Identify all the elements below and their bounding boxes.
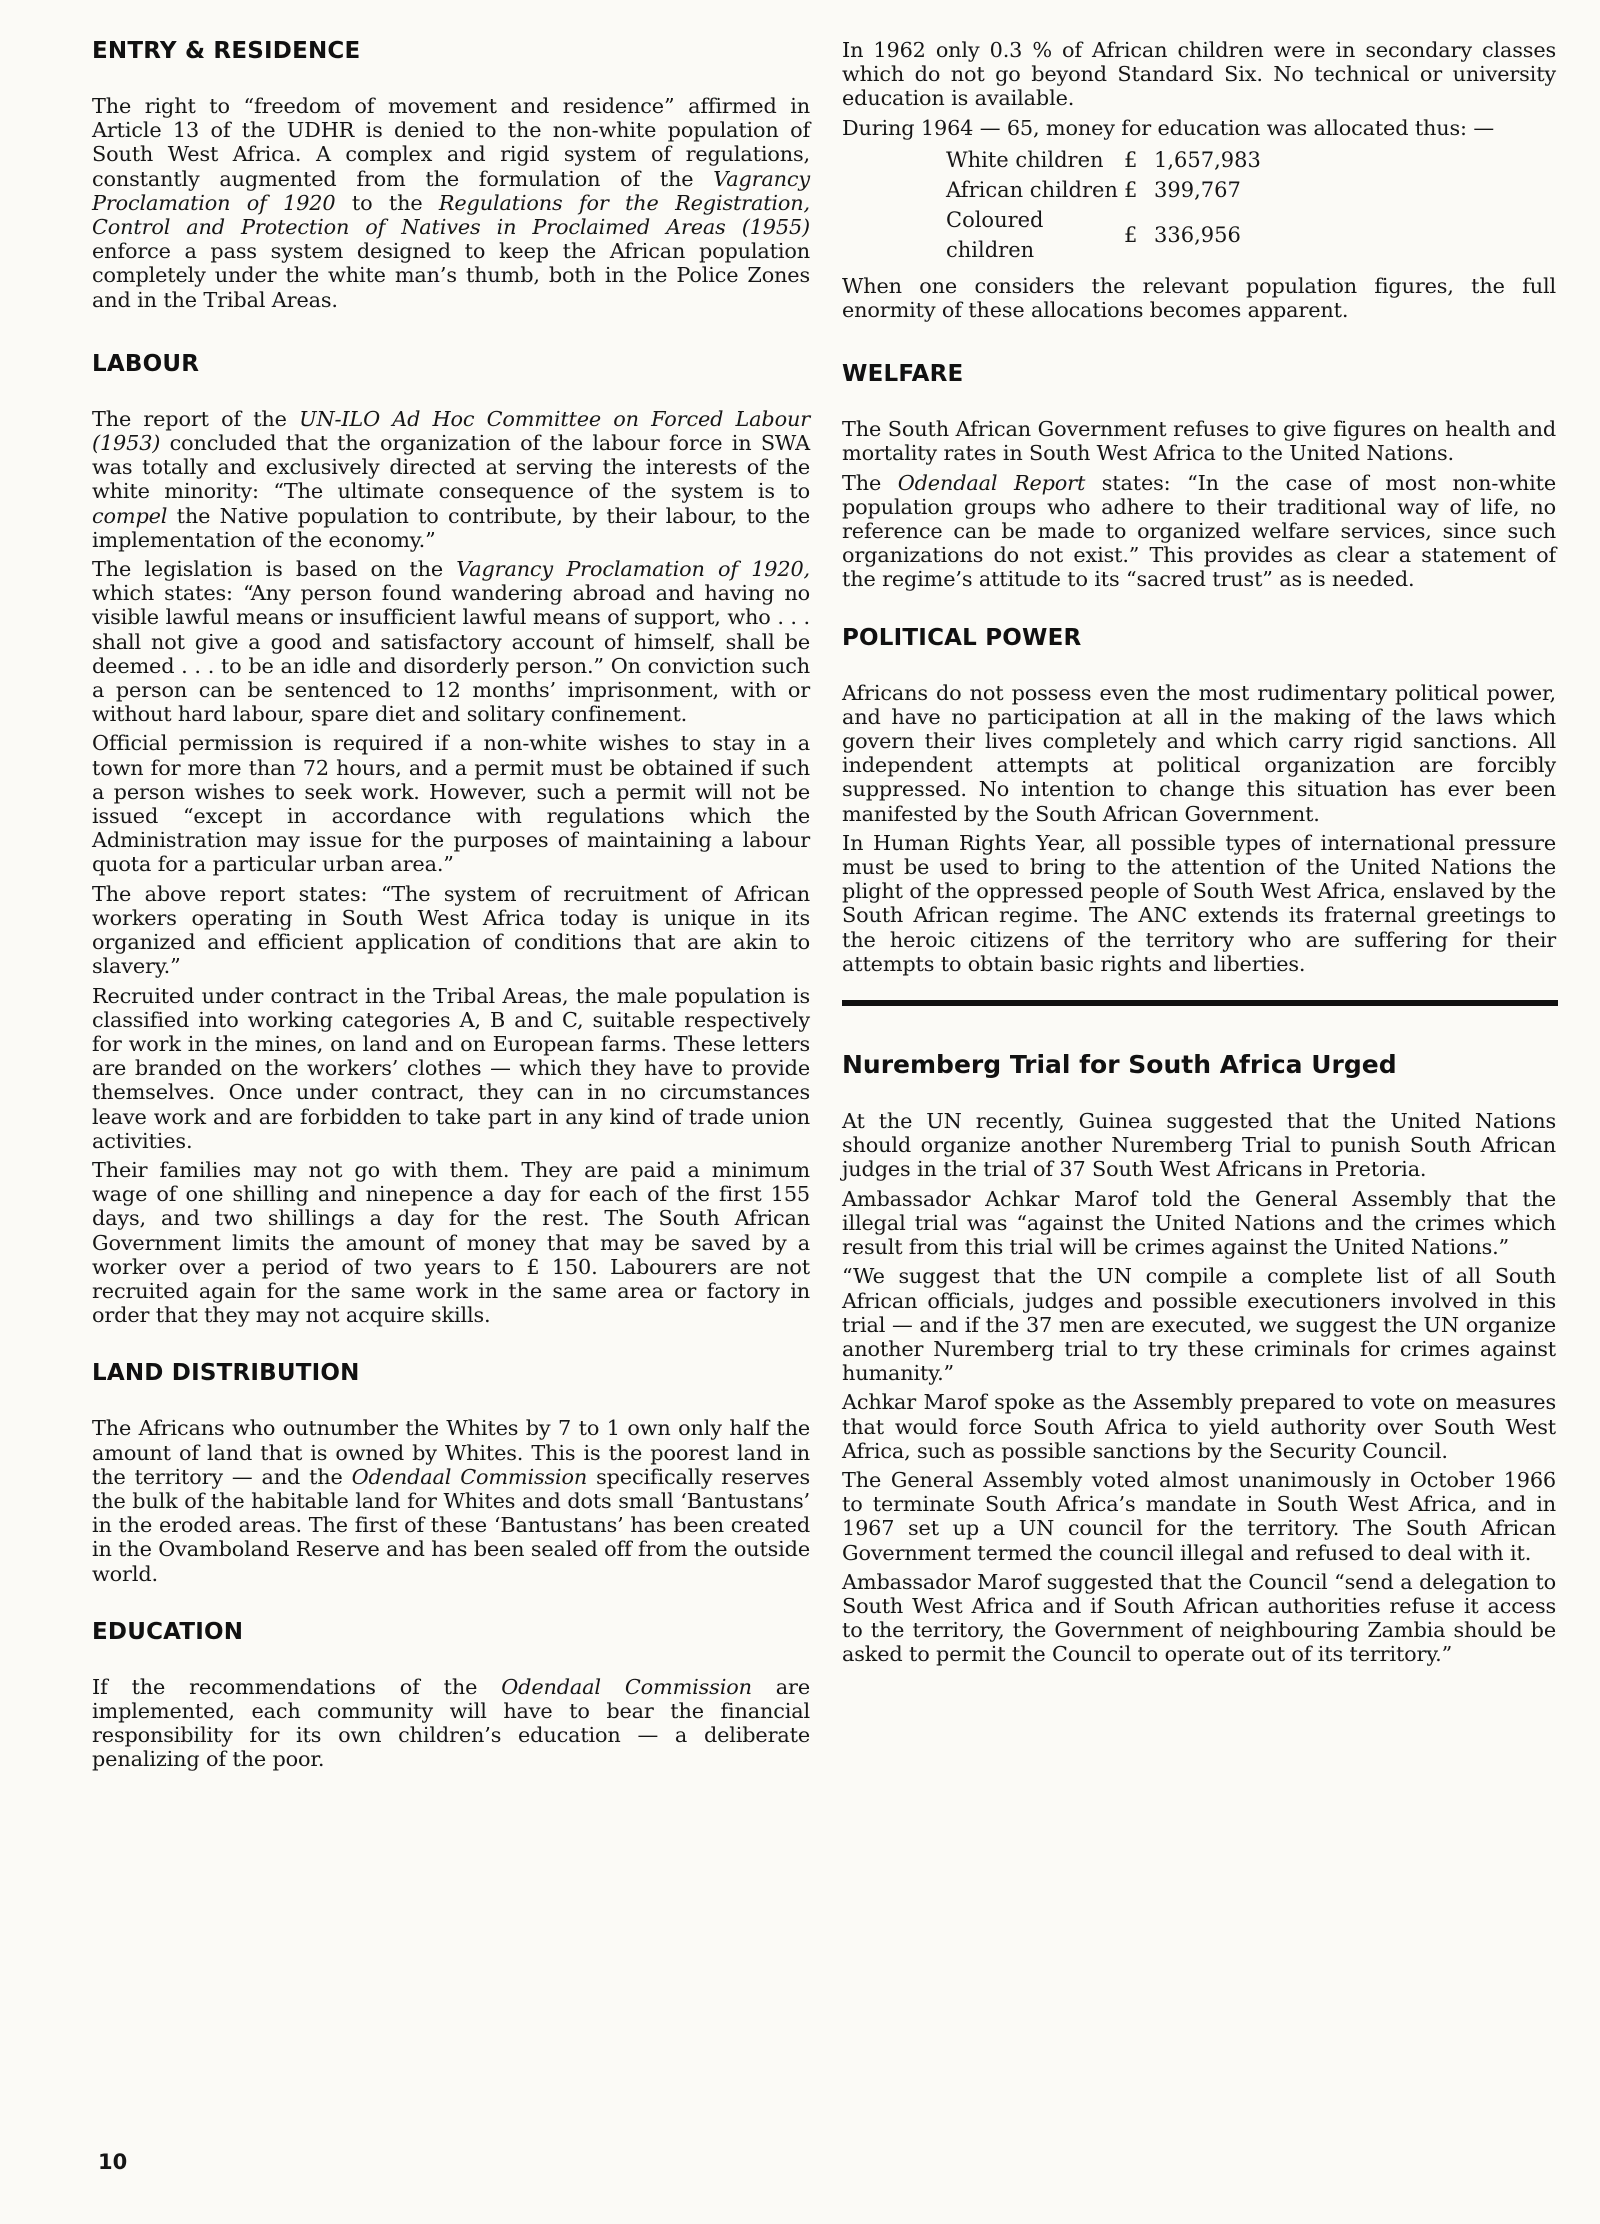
labour-paragraph-1: The report of the UN-ILO Ad Hoc Committee on Forced Labour (1953) concluded that the organization of the labour force in SWA was totally and exclusively directed at serving the interests of the white minority: “The ultimate consequence of the system is to compel the Native population to contribute, by their labour, to the implementation of the economy.”	[92, 406, 810, 552]
nuremberg-paragraph-1: At the UN recently, Guinea suggested that the United Nations should organize another Nuremberg Trial to punish South African judges in the trial of 37 South West Africans in Pretoria.	[842, 1109, 1556, 1182]
heading-political-power: POLITICAL POWER	[842, 624, 1082, 651]
political-paragraph-2: In Human Rights Year, all possible types of international pressure must be used to bring to the attention of the United Nations the plight of the oppressed people of South West Africa, enslaved by the South African regime. The ANC extends its fraternal greetings to the heroic citizens of the territory who are suffering for their attempts to obtain basic rights and liberties.	[842, 830, 1556, 976]
table-row: Coloured children £ 336,956	[946, 207, 1241, 262]
table-row: African children £ 399,767	[946, 177, 1241, 202]
education-conclusion: When one considers the relevant population figures, the full enormity of these allocations becomes apparent.	[842, 273, 1556, 323]
entry-paragraph: The right to “freedom of movement and residence” affirmed in Article 13 of the UDHR is denied to the non-white population of South West Africa. A complex and rigid system of regulations, constantly augmented from the formulation of the Vagrancy Proclamation of 1920 to the Regulations for the Registration, Control and Protection of Natives in Proclaimed Areas (1955) enforce a pass system designed to keep the African population completely under the white man’s thumb, both in the Police Zones and in the Tribal Areas.	[92, 94, 810, 312]
nuremberg-paragraph-4: Achkar Marof spoke as the Assembly prepared to vote on measures that would force South Africa to yield authority over South West Africa, such as possible sanctions by the Security Council.	[842, 1390, 1556, 1463]
labour-paragraph-5: Recruited under contract in the Tribal Areas, the male population is classified into working categories A, B and C, suitable respectively for work in the mines, on land and on European farms. These letters are branded on the workers’ clothes — which they have to provide themselves. Once under contract, they can in no circumstances leave work and are forbidden to take part in any kind of trade union activities.	[92, 983, 810, 1153]
heading-education: EDUCATION	[92, 1618, 244, 1645]
labour-paragraph-3: Official permission is required if a non-white wishes to stay in a town for more than 72 hours, and a permit must be obtained if such a person wishes to seek work. However, such a permit will not be issued “except in accordance with regulations which the Administration may issue for the purposes of maintaining a labour quota for a particular urban area.”	[92, 731, 810, 877]
labour-paragraph-6: Their families may not go with them. They are paid a minimum wage of one shilling and ninepence a day for each of the first 155 days, and two shillings a day for the rest. The South African Government limits the amount of money that may be saved by a worker over a period of two years to £ 150. Labourers are not recruited again for the same work in the same area or factory in order that they may not acquire skills.	[92, 1157, 810, 1328]
labour-paragraph-4: The above report states: “The system of recruitment of African workers operating in South West Africa today is unique in its organized and efficient application of conditions that are akin to slavery.”	[92, 881, 810, 979]
nuremberg-paragraph-5: The General Assembly voted almost unanimously in October 1966 to terminate South Africa’s mandate in South West Africa, and in 1967 set up a UN council for the territory. The South African Government termed the council illegal and refused to deal with it.	[842, 1467, 1556, 1565]
heading-labour: LABOUR	[92, 350, 200, 377]
page-number: 10	[98, 2150, 128, 2174]
education-stats-paragraph: In 1962 only 0.3 % of African children were in secondary classes which do not go beyond Standard Six. No technical or university education is available.	[842, 38, 1556, 111]
nuremberg-paragraph-6: Ambassador Marof suggested that the Council “send a delegation to South West Africa and if South African authorities refuse it access to the territory, the Government of neighbouring Zambia should be asked to permit the Council to operate out of its territory.”	[842, 1569, 1556, 1667]
welfare-paragraph-1: The South African Government refuses to give figures on health and mortality rates in South West Africa to the United Nations.	[842, 417, 1556, 466]
education-allocation-table	[946, 145, 1294, 265]
nuremberg-paragraph-3: “We suggest that the UN compile a complete list of all South African officials, judges and possible executioners involved in this trial — and if the 37 men are executed, we suggest the UN organize another Nuremberg trial to try these criminals for crimes against humanity.”	[842, 1264, 1556, 1386]
nuremberg-paragraph-2: Ambassador Achkar Marof told the General Assembly that the illegal trial was “against the United Nations and the crimes which result from this trial will be crimes against the United Nations.”	[842, 1186, 1556, 1260]
heading-land-distribution: LAND DISTRIBUTION	[92, 1360, 360, 1387]
table-row: White children £ 1,657,983	[946, 147, 1261, 172]
labour-paragraph-2: The legislation is based on the Vagrancy Proclamation of 1920, which states: “Any person found wandering abroad and having no visible lawful means or insufficient lawful means of support, who . . . shall not give a good and satisfactory account of himself, shall be deemed . . . to be an idle and disorderly person.” On conviction such a person can be sentenced to 12 months’ imprisonment, with or without hard labour, spare diet and solitary confinement.	[92, 557, 810, 727]
welfare-paragraph-2: The Odendaal Report states: “In the case of most non-white population groups who adhere to their traditional way of life, no reference can be made to organized welfare services, since such organizations do not exist.” This provides as clear a statement of the regime’s attitude to its “sacred trust” as is needed.	[842, 470, 1556, 592]
heading-entry-residence: ENTRY & RESIDENCE	[92, 38, 361, 64]
education-allocation-intro: During 1964 — 65, money for education was allocated thus: —	[842, 115, 1494, 140]
left-column	[92, 38, 810, 1777]
section-divider	[842, 1000, 1558, 1006]
right-column	[842, 38, 1556, 1672]
article-headline: Nuremberg Trial for South Africa Urged	[842, 1050, 1397, 1080]
heading-welfare: WELFARE	[842, 361, 964, 388]
political-paragraph-1: Africans do not possess even the most rudimentary political power, and have no participation at all in the making of the laws which govern their lives completely and which carry rigid sanctions. All independent attempts at political organization are forcibly suppressed. No intention to change this situation has ever been manifested by the South African Government.	[842, 680, 1556, 826]
land-paragraph: The Africans who outnumber the Whites by 7 to 1 own only half the amount of land that is owned by Whites. This is the poorest land in the territory — and the Odendaal Commission specifically reserves the bulk of the habitable land for Whites and dots small ‘Bantustans’ in the eroded areas. The first of these ‘Bantustans’ has been created in the Ovamboland Reserve and has been sealed off from the outside world.	[92, 1416, 810, 1586]
education-paragraph: If the recommendations of the Odendaal Commission are implemented, each community will have to bear the financial responsibility for its own children’s education — a deliberate penalizing of the poor.	[92, 1674, 810, 1772]
